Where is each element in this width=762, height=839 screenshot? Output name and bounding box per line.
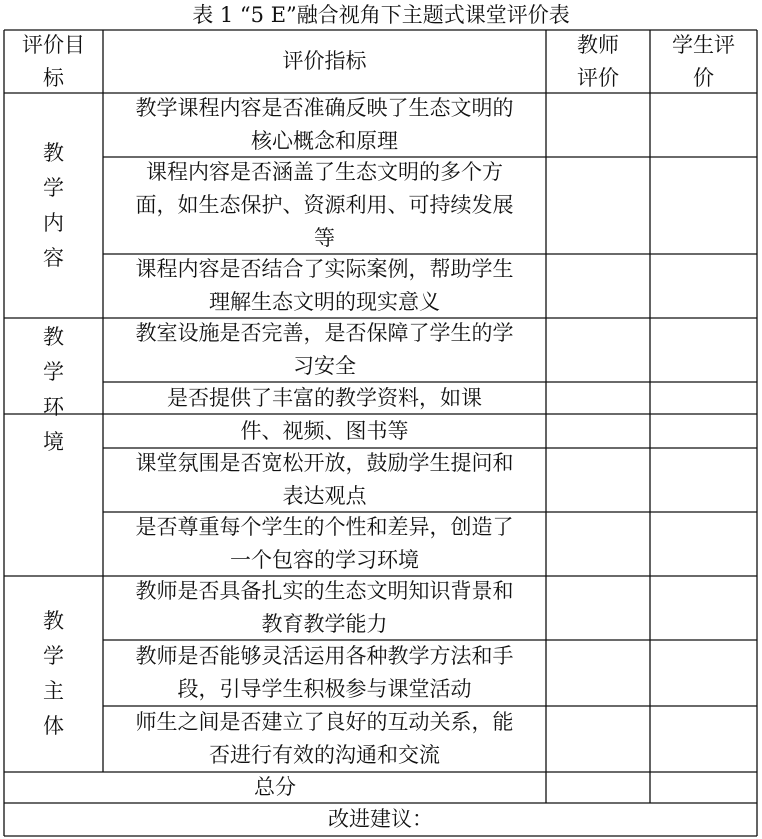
indicator-cell: 教室设施是否完善，是否保障了学生的学习安全 [135,321,514,378]
group-name: 教学主体 [43,609,64,738]
indicator-cell: 教师是否能够灵活运用各种教学方法和手段，引导学生积极参与课堂活动 [135,644,514,701]
group-name: 教学内容 [43,140,64,270]
indicator-cell: 师生之间是否建立了良好的互动关系，能否进行有效的沟通和交流 [135,710,514,767]
indicator-cell: 课程内容是否结合了实际案例，帮助学生理解生态文明的现实意义 [135,257,514,314]
header-student: 学生评价 [672,32,735,90]
indicator-cell: 件、视频、图书等 [240,418,409,443]
header-teacher: 教师评价 [577,32,619,90]
indicator-cell: 教师是否具备扎实的生态文明知识背景和教育教学能力 [135,579,514,636]
suggestion-label: 改进建议： [328,807,433,831]
total-label: 总分 [254,775,296,799]
group-label-environment [4,318,103,454]
header-goal: 评价目标 [22,32,85,90]
header-indicator: 评价指标 [282,49,367,73]
indicator-cell: 是否提供了丰富的教学资料，如课 [167,385,482,410]
indicator-cell: 教学课程内容是否准确反映了生态文明的核心概念和原理 [135,96,514,153]
indicator-cell: 课程内容是否涵盖了生态文明的多个方面，如生态保护、资源利用、可持续发展等 [135,160,514,250]
table-caption: 表 1 “5 E”融合视角下主题式课堂评价表 [192,3,570,27]
group-label-subject [4,576,103,772]
group-name: 教学环境 [43,325,64,454]
indicator-cell: 是否尊重每个学生的个性和差异，创造了一个包容的学习环境 [135,515,514,572]
group-label-content [4,93,103,318]
indicator-cell: 课堂氛围是否宽松开放，鼓励学生提问和表达观点 [135,451,514,508]
